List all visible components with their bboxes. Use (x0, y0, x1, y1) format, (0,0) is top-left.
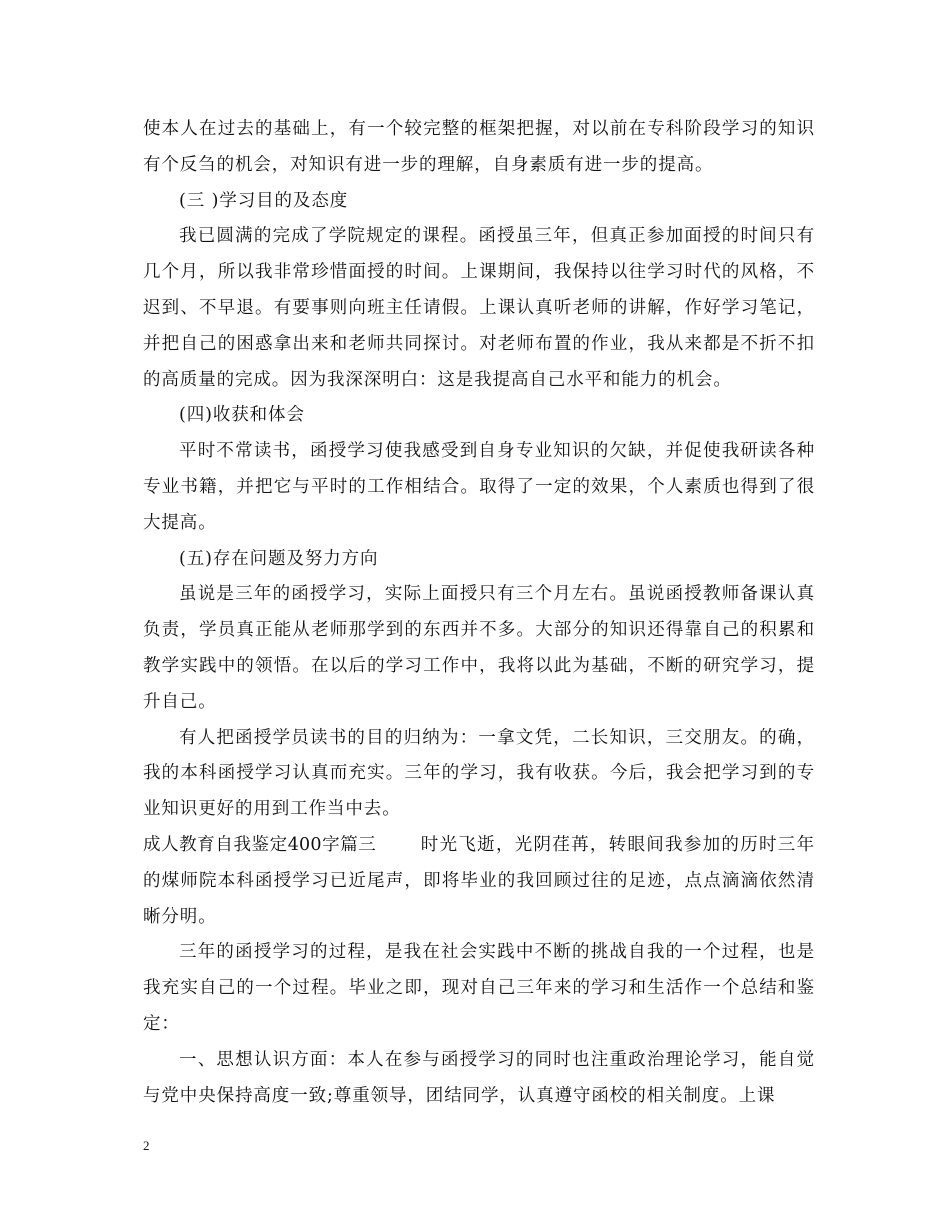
heading-section-3: (三 )学习目的及态度 (179, 190, 349, 211)
heading-section-4: (四)收获和体会 (179, 405, 305, 426)
heading-section-5: (五)存在问题及努力方向 (179, 548, 379, 569)
paragraph-4: 虽说是三年的函授学习，实际上面授只有三个月左右。虽说函授教师备课认真负责，学员真正能从老师那学到的东西并不多。大部分的知识还得靠自己的积累和教学实践中的领悟。在以后的学习工作中，我将以此为基础，不断的研究学习，提升自己。 (143, 584, 815, 712)
paragraph-7: 一、思想认识方面：本人在参与函授学习的同时也注重政治理论学习，能自觉与党中央保持高度一致;尊重领导，团结同学，认真遵守函校的相关制度。上课 (143, 1049, 815, 1106)
paragraph-5: 有人把函授学员读书的目的归纳为：一拿文凭，二长知识，三交朋友。的确，我的本科函授学习认真而充实。三年的学习，我有收获。今后，我会把学习到的专业知识更好的用到工作当中去。 (143, 727, 815, 820)
section-intro-text: 时光飞逝，光阴荏苒，转眼间我参加的历时三年的煤师院本科函授学习已近尾声，即将毕业的我回顾过往的足迹，点点滴滴依然清晰分明。 (143, 834, 815, 927)
paragraph-1: 使本人在过去的基础上，有一个较完整的框架把握，对以前在专科阶段学习的知识有个反刍的机会，对知识有进一步的理解，自身素质有进一步的提高。 (143, 119, 815, 175)
paragraph-2: 我已圆满的完成了学院规定的课程。函授虽三年，但真正参加面授的时间只有几个月，所以我非常珍惜面授的时间。上课期间，我保持以往学习时代的风格，不迟到、不早退。有要事则向班主任请假。上课认真听老师的讲解，作好学习笔记，并把自己的困惑拿出来和老师共同探讨。对老师布置的作业，我从来都是不折不扣的高质量的完成。因为我深深明白：这是我提高自己水平和能力的机会。 (143, 226, 815, 390)
paragraph-6: 三年的函授学习的过程，是我在社会实践中不断的挑战自我的一个过程，也是我充实自己的一个过程。毕业之即，现对自己三年来的学习和生活作一个总结和鉴定： (143, 942, 815, 1034)
page-number: 2 (143, 1138, 150, 1153)
paragraph-3: 平时不常读书，函授学习使我感受到自身专业知识的欠缺，并促使我研读各种专业书籍，并把它与平时的工作相结合。取得了一定的效果，个人素质也得到了很大提高。 (143, 441, 815, 533)
section-intro-paragraph (143, 828, 815, 935)
document-page (143, 112, 815, 1114)
section-title: 成人教育自我鉴定400字篇三 (143, 834, 377, 855)
